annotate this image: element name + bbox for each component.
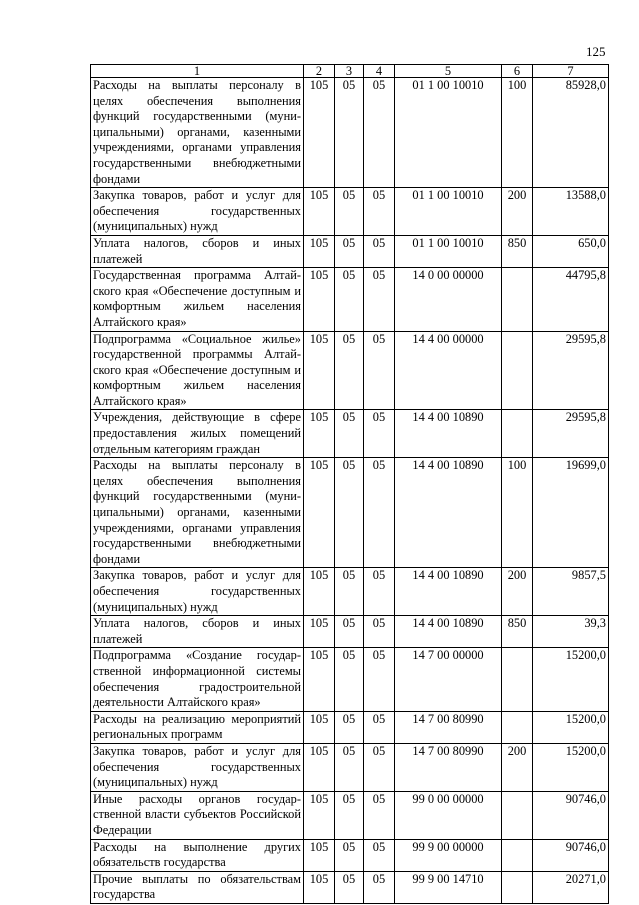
row-code-4: 05 — [364, 711, 395, 743]
row-amount: 20271,0 — [533, 871, 609, 903]
row-code-2: 105 — [304, 188, 335, 236]
row-code-4: 05 — [364, 648, 395, 711]
row-code-4: 05 — [364, 78, 395, 188]
row-code-3: 05 — [335, 235, 364, 267]
row-expense-type — [502, 711, 533, 743]
row-code-4: 05 — [364, 568, 395, 616]
row-target-code: 14 4 00 10890 — [395, 568, 502, 616]
row-expense-type — [502, 410, 533, 458]
header-col-5: 5 — [395, 65, 502, 78]
header-col-6: 6 — [502, 65, 533, 78]
row-expense-type — [502, 871, 533, 903]
row-code-4: 05 — [364, 871, 395, 903]
row-expense-type: 850 — [502, 235, 533, 267]
row-expense-type — [502, 268, 533, 331]
row-amount: 90746,0 — [533, 839, 609, 871]
row-description: Закупка товаров, работ и услуг для обеспечения государственных (муниципальных) нужд — [91, 568, 304, 616]
row-code-3: 05 — [335, 268, 364, 331]
table-row — [91, 188, 609, 236]
table-row — [91, 78, 609, 188]
row-code-3: 05 — [335, 331, 364, 410]
row-target-code: 14 4 00 10890 — [395, 616, 502, 648]
row-target-code: 14 7 00 80990 — [395, 743, 502, 791]
budget-table — [90, 64, 609, 904]
row-description: Закупка товаров, работ и услуг для обеспечения государственных (муниципальных) нужд — [91, 188, 304, 236]
table-row — [91, 235, 609, 267]
table-row — [91, 791, 609, 839]
row-code-2: 105 — [304, 410, 335, 458]
row-expense-type — [502, 331, 533, 410]
row-expense-type: 200 — [502, 743, 533, 791]
row-amount: 29595,8 — [533, 410, 609, 458]
table-row — [91, 568, 609, 616]
row-code-3: 05 — [335, 743, 364, 791]
row-code-2: 105 — [304, 743, 335, 791]
row-target-code: 14 0 00 00000 — [395, 268, 502, 331]
row-code-2: 105 — [304, 458, 335, 568]
row-code-3: 05 — [335, 648, 364, 711]
row-amount: 90746,0 — [533, 791, 609, 839]
table-row — [91, 331, 609, 410]
header-col-1: 1 — [91, 65, 304, 78]
row-code-4: 05 — [364, 616, 395, 648]
table-header-row — [91, 65, 609, 78]
table-row — [91, 839, 609, 871]
row-description: Расходы на выплаты персоналу в целях обеспечения выполнения функций государственными (муниципальными) органами, казенными учреждениями, органами управления государственными внебюджетными фондами — [91, 78, 304, 188]
row-amount: 29595,8 — [533, 331, 609, 410]
row-amount: 44795,8 — [533, 268, 609, 331]
row-target-code: 99 9 00 00000 — [395, 839, 502, 871]
row-expense-type: 100 — [502, 78, 533, 188]
row-description: Подпрограмма «Социальное жилье» государственной программы Алтайского края «Обеспечение доступным и комфортным жильем населения Алтайского края» — [91, 331, 304, 410]
row-description: Уплата налогов, сборов и иных платежей — [91, 235, 304, 267]
row-target-code: 01 1 00 10010 — [395, 78, 502, 188]
row-code-4: 05 — [364, 791, 395, 839]
table-row — [91, 410, 609, 458]
row-description: Расходы на выплаты персоналу в целях обеспечения выполнения функций государственными (муниципальными) органами, казенными учреждениями, органами управления государственными внебюджетными фондами — [91, 458, 304, 568]
row-code-3: 05 — [335, 871, 364, 903]
row-expense-type: 200 — [502, 568, 533, 616]
row-amount: 650,0 — [533, 235, 609, 267]
table-row — [91, 648, 609, 711]
row-code-3: 05 — [335, 839, 364, 871]
row-amount: 9857,5 — [533, 568, 609, 616]
row-target-code: 99 0 00 00000 — [395, 791, 502, 839]
row-code-4: 05 — [364, 268, 395, 331]
row-target-code: 14 4 00 10890 — [395, 410, 502, 458]
row-code-4: 05 — [364, 188, 395, 236]
row-code-2: 105 — [304, 648, 335, 711]
row-description: Государственная программа Алтайского края «Обеспечение доступным и комфортным жильем населения Алтайского края» — [91, 268, 304, 331]
row-code-2: 105 — [304, 268, 335, 331]
row-code-2: 105 — [304, 78, 335, 188]
table-row — [91, 616, 609, 648]
row-code-2: 105 — [304, 871, 335, 903]
row-description: Прочие выплаты по обязательствам государства — [91, 871, 304, 903]
row-amount: 15200,0 — [533, 743, 609, 791]
row-code-2: 105 — [304, 791, 335, 839]
row-expense-type — [502, 839, 533, 871]
row-description: Расходы на реализацию мероприятий региональных программ — [91, 711, 304, 743]
row-description: Расходы на выполнение других обязательств государства — [91, 839, 304, 871]
row-target-code: 14 7 00 80990 — [395, 711, 502, 743]
row-description: Иные расходы органов государственной власти субъектов Российской Федерации — [91, 791, 304, 839]
row-description: Закупка товаров, работ и услуг для обеспечения государственных (муниципальных) нужд — [91, 743, 304, 791]
row-code-2: 105 — [304, 235, 335, 267]
row-code-4: 05 — [364, 410, 395, 458]
table-row — [91, 743, 609, 791]
row-expense-type — [502, 791, 533, 839]
row-code-4: 05 — [364, 235, 395, 267]
row-code-2: 105 — [304, 711, 335, 743]
row-code-3: 05 — [335, 188, 364, 236]
row-code-4: 05 — [364, 743, 395, 791]
row-expense-type — [502, 648, 533, 711]
row-code-2: 105 — [304, 331, 335, 410]
row-amount: 15200,0 — [533, 711, 609, 743]
row-target-code: 14 7 00 00000 — [395, 648, 502, 711]
table-row — [91, 711, 609, 743]
row-code-4: 05 — [364, 839, 395, 871]
header-col-3: 3 — [335, 65, 364, 78]
row-amount: 39,3 — [533, 616, 609, 648]
row-code-3: 05 — [335, 711, 364, 743]
row-code-3: 05 — [335, 410, 364, 458]
table-row — [91, 458, 609, 568]
row-expense-type: 100 — [502, 458, 533, 568]
row-expense-type: 850 — [502, 616, 533, 648]
row-description: Уплата налогов, сборов и иных платежей — [91, 616, 304, 648]
row-target-code: 01 1 00 10010 — [395, 188, 502, 236]
row-description: Учреждения, действующие в сфере предоставления жилых помещений отдельным категориям граждан — [91, 410, 304, 458]
row-code-4: 05 — [364, 458, 395, 568]
row-target-code: 14 4 00 00000 — [395, 331, 502, 410]
row-code-3: 05 — [335, 458, 364, 568]
row-code-4: 05 — [364, 331, 395, 410]
row-code-3: 05 — [335, 568, 364, 616]
row-target-code: 01 1 00 10010 — [395, 235, 502, 267]
row-description: Подпрограмма «Создание государственной информационной системы обеспечения градостроительной деятельности Алтайского края» — [91, 648, 304, 711]
row-code-3: 05 — [335, 78, 364, 188]
row-code-2: 105 — [304, 839, 335, 871]
header-col-4: 4 — [364, 65, 395, 78]
row-target-code: 14 4 00 10890 — [395, 458, 502, 568]
header-col-7: 7 — [533, 65, 609, 78]
row-amount: 15200,0 — [533, 648, 609, 711]
row-target-code: 99 9 00 14710 — [395, 871, 502, 903]
row-code-3: 05 — [335, 616, 364, 648]
row-amount: 13588,0 — [533, 188, 609, 236]
row-code-2: 105 — [304, 568, 335, 616]
header-col-2: 2 — [304, 65, 335, 78]
row-amount: 85928,0 — [533, 78, 609, 188]
table-row — [91, 268, 609, 331]
table-row — [91, 871, 609, 903]
row-expense-type: 200 — [502, 188, 533, 236]
row-code-3: 05 — [335, 791, 364, 839]
row-code-2: 105 — [304, 616, 335, 648]
page-number: 125 — [586, 44, 606, 59]
row-amount: 19699,0 — [533, 458, 609, 568]
